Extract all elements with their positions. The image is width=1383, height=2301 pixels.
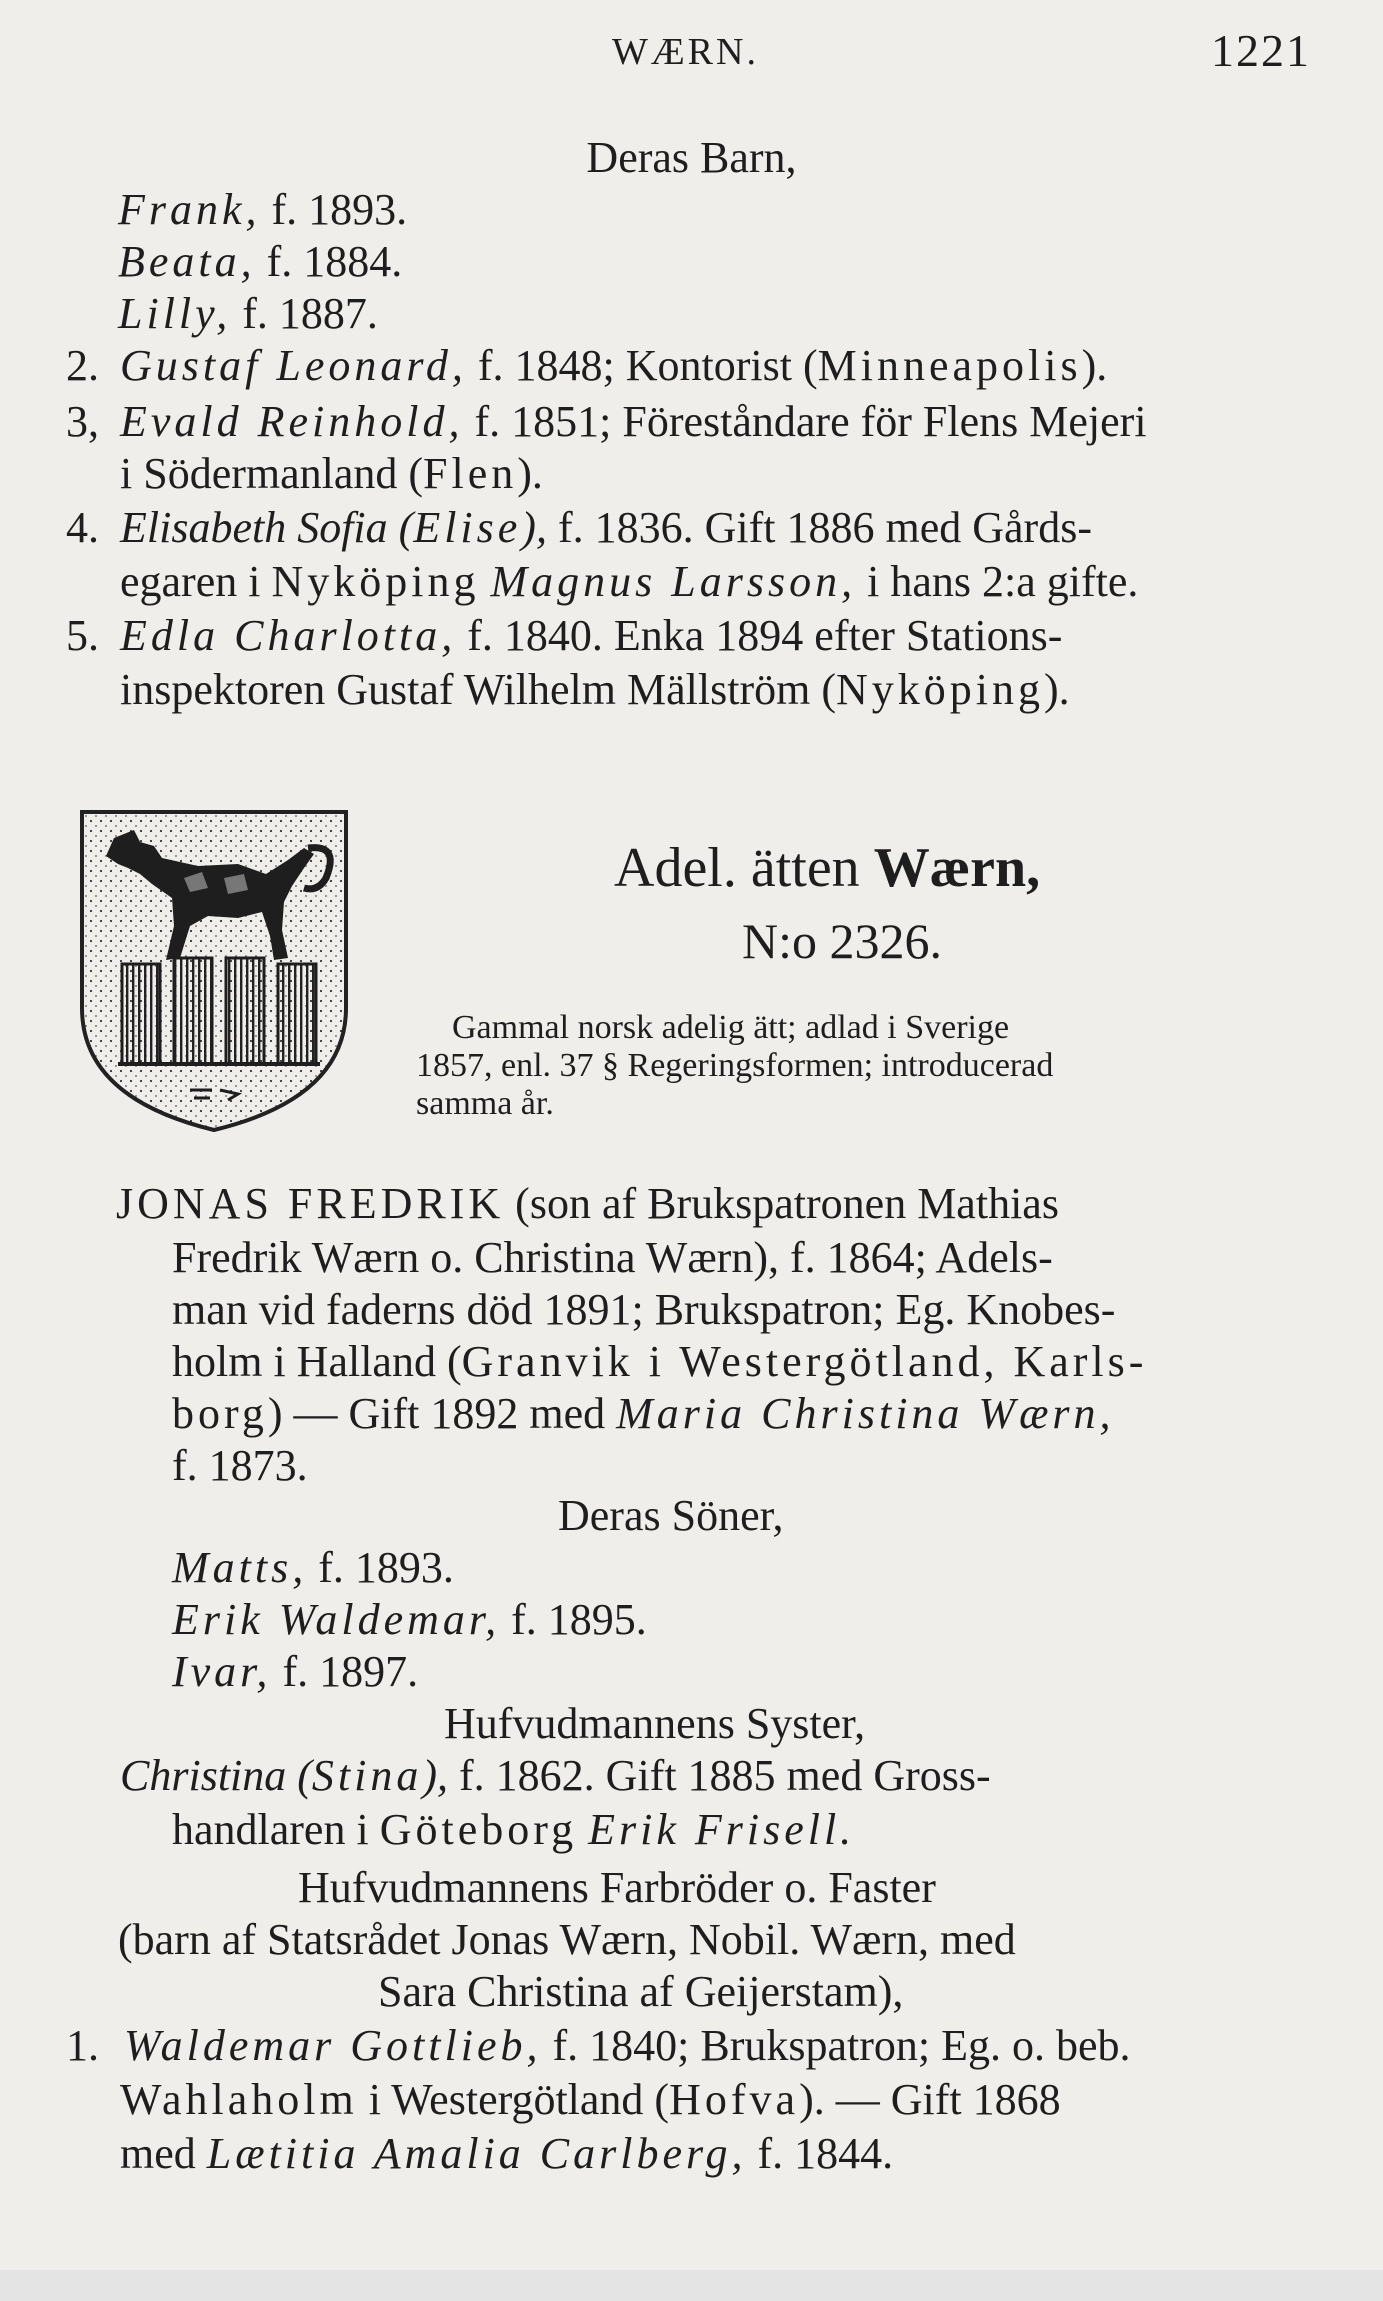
child-beata: Beata, f. 1884. — [118, 237, 403, 286]
entry-number: 3, — [66, 397, 99, 446]
family-title: Adel. ätten Wærn, — [614, 837, 1041, 899]
entry-evald: Evald Reinhold, f. 1851; Föreståndare för Flens Mejeri — [120, 397, 1147, 446]
son-erik: Erik Waldemar, f. 1895. — [172, 1595, 647, 1644]
entry-edla: Edla Charlotta, f. 1840. Enka 1894 efter Stations- — [120, 611, 1063, 660]
jonas-line-6: f. 1873. — [172, 1441, 308, 1490]
entry-number: 1. — [66, 2021, 99, 2070]
jonas-line-5: borg) — Gift 1892 med Maria Christina Wærn, — [172, 1389, 1115, 1438]
children-heading: Deras Barn, — [586, 133, 797, 182]
uncles-sub-2: Sara Christina af Geijerstam), — [378, 1967, 904, 2016]
child-lilly: Lilly, f. 1887. — [118, 289, 378, 338]
jonas-line-3: man vid faderns död 1891; Brukspatron; Eg. Knobes- — [172, 1285, 1116, 1334]
sons-heading: Deras Söner, — [558, 1491, 784, 1540]
entry-number: 5. — [66, 611, 99, 660]
entry-elisabeth-line2: egaren i Nyköping Magnus Larsson, i hans 2:a gifte. — [120, 557, 1139, 606]
entry-number: 4. — [66, 503, 99, 552]
jonas-line-1: JONAS FREDRIK (son af Brukspatronen Mathias — [116, 1179, 1059, 1228]
family-number: N:o 2326. — [742, 913, 942, 969]
son-ivar: Ivar, f. 1897. — [172, 1647, 419, 1696]
uncles-sub-1: (barn af Statsrådet Jonas Wærn, Nobil. Wærn, med — [118, 1915, 1016, 1964]
entry-elisabeth: Elisabeth Sofia (Elise), f. 1836. Gift 1886 med Gårds- — [120, 503, 1092, 552]
uncle-waldemar-line2: Wahlaholm i Westergötland (Hofva). — Gift 1868 — [120, 2075, 1061, 2124]
family-desc-3: samma år. — [416, 1085, 554, 1122]
sister-line-2: handlaren i Göteborg Erik Frisell. — [172, 1805, 856, 1854]
coat-of-arms-icon — [78, 808, 350, 1134]
family-desc-2: 1857, enl. 37 § Regeringsformen; introducerad — [416, 1047, 1054, 1084]
jonas-line-2: Fredrik Wærn o. Christina Wærn), f. 1864; Adels- — [172, 1233, 1053, 1282]
child-frank: Frank, f. 1893. — [118, 185, 408, 234]
entry-number: 2. — [66, 341, 99, 390]
jonas-line-4: holm i Halland (Granvik i Westergötland, Karls- — [172, 1337, 1148, 1386]
page-number: 1221 — [1211, 25, 1311, 76]
sister-line-1: Christina (Stina), f. 1862. Gift 1885 med Gross- — [120, 1751, 991, 1800]
entry-gustaf: Gustaf Leonard, f. 1848; Kontorist (Minneapolis). — [120, 341, 1108, 390]
entry-evald-line2: i Södermanland (Flen). — [120, 449, 543, 498]
running-head: WÆRN. — [612, 31, 759, 73]
family-desc-1: Gammal norsk adelig ätt; adlad i Sverige — [452, 1009, 1010, 1046]
uncle-waldemar: Waldemar Gottlieb, f. 1840; Brukspatron; Eg. o. beb. — [124, 2021, 1131, 2070]
uncle-waldemar-line3: med Lætitia Amalia Carlberg, f. 1844. — [120, 2129, 894, 2178]
bottom-strip — [0, 2270, 1383, 2301]
entry-edla-line2: inspektoren Gustaf Wilhelm Mällström (Nyköping). — [120, 665, 1070, 714]
son-matts: Matts, f. 1893. — [172, 1543, 454, 1592]
sister-heading: Hufvudmannens Syster, — [444, 1699, 866, 1748]
uncles-heading: Hufvudmannens Farbröder o. Faster — [298, 1863, 936, 1912]
